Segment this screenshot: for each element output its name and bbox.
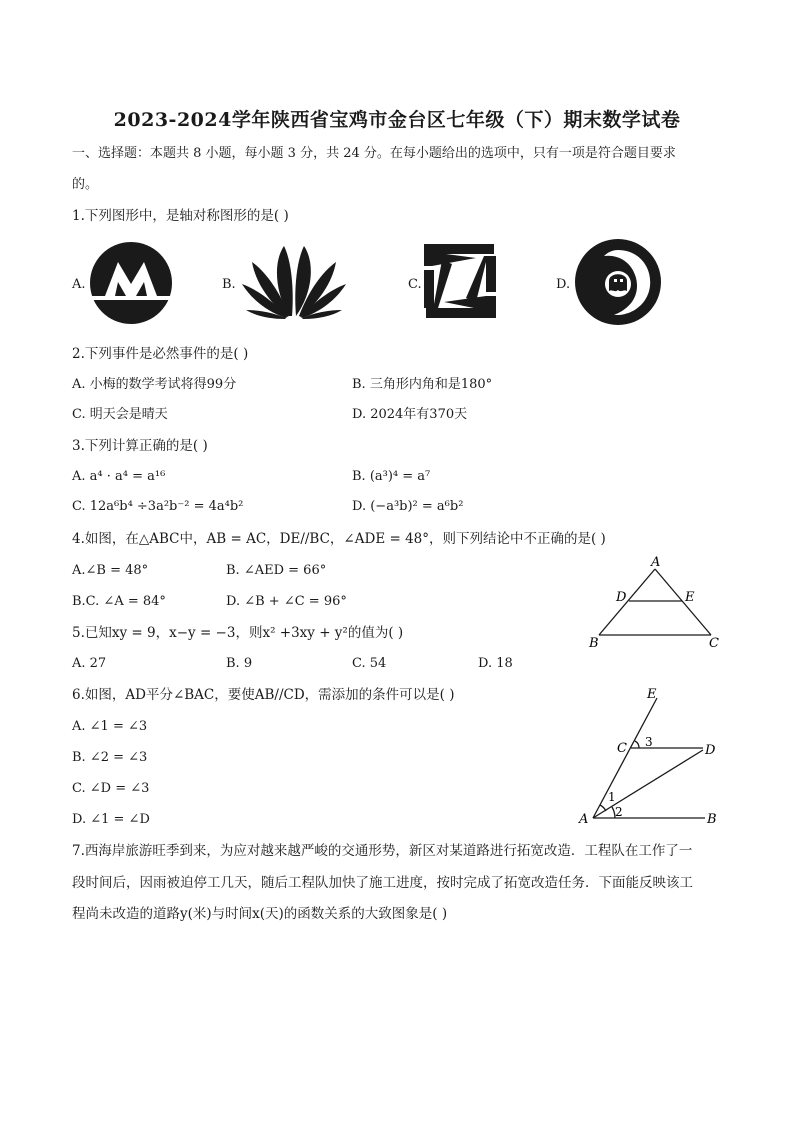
question-1-stem: 1.下列图形中，是轴对称图形的是( ) xyxy=(72,208,289,224)
q2-option-c: C. 明天会是晴天 xyxy=(72,407,168,422)
q6-label-angle-1: 1 xyxy=(608,790,616,804)
q4-option-a: A.∠B = 48° xyxy=(72,563,149,578)
q6-option-b: B. ∠2 = ∠3 xyxy=(72,750,148,765)
question-7-line2: 段时间后，因雨被迫停工几天，随后工程队加快了施工进度，按时完成了拓宽改造任务．下面能反映该工 xyxy=(72,875,693,891)
question-7-line3: 程尚未改造的道路y(米)与时间x(天)的函数关系的大致图象是( ) xyxy=(72,906,448,922)
q2-option-b: B. 三角形内角和是180° xyxy=(352,377,493,392)
q2-option-a: A. 小梅的数学考试将得99分 xyxy=(72,377,237,392)
q6-option-c: C. ∠D = ∠3 xyxy=(72,781,150,796)
q1-option-d-label: D. xyxy=(556,277,571,292)
q6-option-a: A. ∠1 = ∠3 xyxy=(72,719,148,734)
q4-label-c: C xyxy=(709,636,719,651)
q4-triangle-figure xyxy=(585,553,725,651)
q6-label-c: C xyxy=(617,741,627,756)
question-4-stem: 4.如图，在△ABC中，AB = AC，DE//BC，∠ADE = 48°，则下列结论中不正确的是( ) xyxy=(72,531,606,547)
q6-label-a: A xyxy=(579,812,589,827)
page-title: 2023-2024学年陕西省宝鸡市金台区七年级（下）期末数学试卷 xyxy=(113,109,681,131)
q5-option-a: A. 27 xyxy=(72,656,107,671)
q6-label-angle-2: 2 xyxy=(615,805,623,819)
q4-option-b: B. ∠AED = 66° xyxy=(226,563,327,578)
q4-label-a: A xyxy=(651,555,661,570)
q3-option-c: C. 12a⁶b⁴ ÷3a²b⁻² = 4a⁴b² xyxy=(72,499,244,514)
q6-label-d: D xyxy=(705,743,716,758)
q1-option-b-logo xyxy=(240,242,348,320)
q6-label-angle-3: 3 xyxy=(645,735,653,749)
q4-label-b: B xyxy=(589,636,599,651)
q3-option-b: B. (a³)⁴ = a⁷ xyxy=(352,469,431,484)
q6-angle-figure xyxy=(575,684,725,828)
section-instruction-line1: 一、选择题：本题共 8 小题，每小题 3 分，共 24 分。在每小题给出的选项中，只有一项是符合题目要求 xyxy=(72,146,676,161)
question-5-stem: 5.已知xy = 9，x−y = −3，则x² +3xy + y²的值为( ) xyxy=(72,625,404,641)
q4-label-d: D xyxy=(616,590,627,605)
q5-option-b: B. 9 xyxy=(226,656,253,671)
q1-option-b-label: B. xyxy=(222,277,236,292)
q5-option-c: C. 54 xyxy=(352,656,387,671)
q1-option-a-label: A. xyxy=(72,277,86,292)
q3-option-d: D. (−a³b)² = a⁶b² xyxy=(352,499,464,514)
question-6-stem: 6.如图，AD平分∠BAC，要使AB//CD，需添加的条件可以是( ) xyxy=(72,687,455,703)
q5-option-d: D. 18 xyxy=(478,656,513,671)
q1-option-c-label: C. xyxy=(408,277,422,292)
section-instruction-line2: 的。 xyxy=(72,177,99,192)
question-7-line1: 7.西海岸旅游旺季到来，为应对越来越严峻的交通形势，新区对某道路进行拓宽改造．工程队在工作了一 xyxy=(72,843,693,859)
q4-label-e: E xyxy=(685,590,695,605)
q1-option-c-logo xyxy=(424,244,496,318)
question-2-stem: 2.下列事件是必然事件的是( ) xyxy=(72,346,249,362)
q2-option-d: D. 2024年有370天 xyxy=(352,407,468,422)
q6-label-b: B xyxy=(707,812,717,827)
q1-option-a-logo xyxy=(88,240,174,326)
q1-option-d-logo xyxy=(574,238,662,326)
q4-option-d: D. ∠B + ∠C = 96° xyxy=(226,594,347,609)
q6-label-e: E xyxy=(647,687,657,702)
question-3-stem: 3.下列计算正确的是( ) xyxy=(72,438,208,454)
q4-option-c: B.C. ∠A = 84° xyxy=(72,594,166,609)
q6-option-d: D. ∠1 = ∠D xyxy=(72,812,150,827)
q3-option-a: A. a⁴ · a⁴ = a¹⁶ xyxy=(72,469,166,484)
